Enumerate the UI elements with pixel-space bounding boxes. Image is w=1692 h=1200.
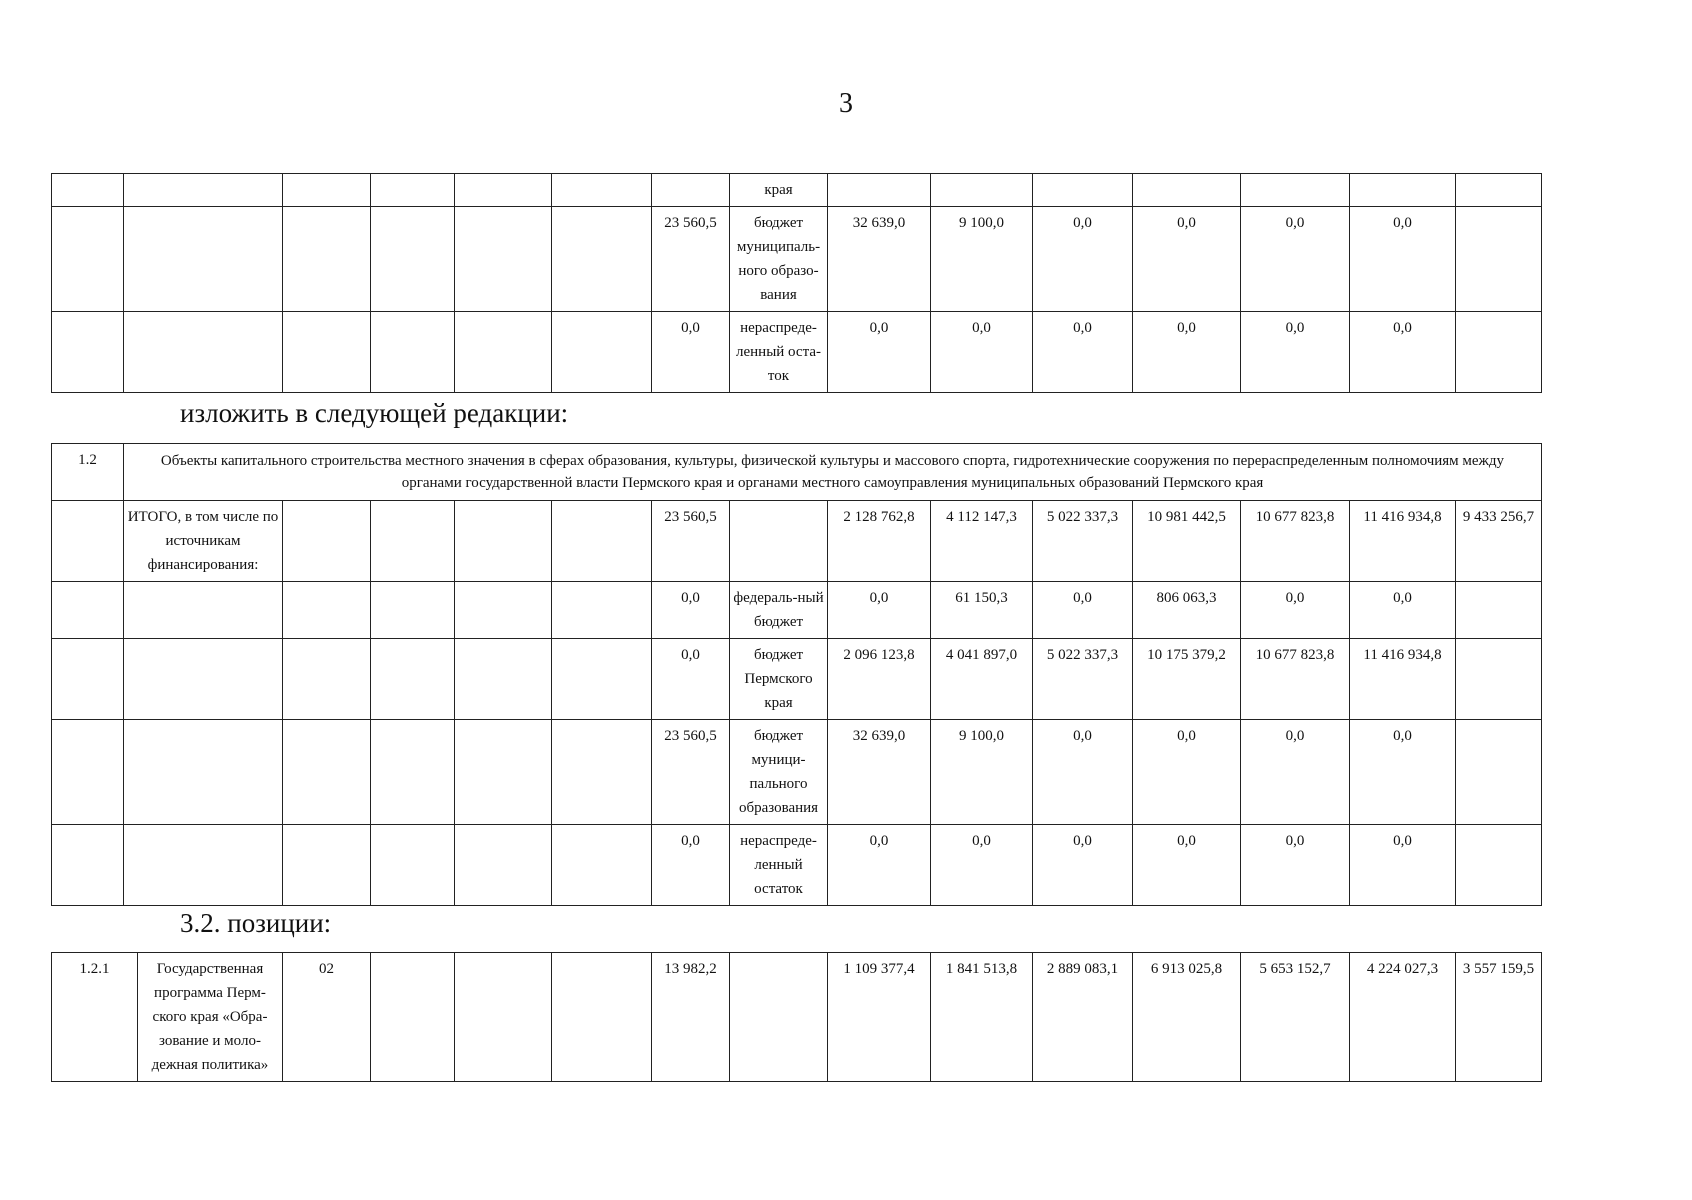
value-cell: 10 981 442,5 — [1133, 501, 1241, 582]
total-cell: 23 560,5 — [652, 207, 730, 312]
table-row — [52, 639, 1542, 720]
table-row — [52, 174, 1542, 207]
value-cell: 0,0 — [1133, 825, 1241, 906]
table-row — [52, 312, 1542, 393]
value-cell: 0,0 — [1033, 720, 1133, 825]
table-row — [52, 582, 1542, 639]
value-cell: 0,0 — [828, 312, 931, 393]
value-cell: 0,0 — [1133, 720, 1241, 825]
table-continuation — [51, 173, 1542, 393]
value-cell: 0,0 — [1133, 312, 1241, 393]
funding-source-cell: нераспреде-ленный остаток — [730, 825, 828, 906]
value-cell: 0,0 — [1350, 582, 1456, 639]
row-code: 1.2.1 — [52, 953, 138, 1082]
value-cell: 1 109 377,4 — [828, 953, 931, 1082]
value-cell: 0,0 — [1350, 825, 1456, 906]
table-row — [52, 953, 1542, 1082]
table-row — [52, 501, 1542, 582]
value-cell: 1 841 513,8 — [931, 953, 1033, 1082]
value-cell: 6 913 025,8 — [1133, 953, 1241, 1082]
section-title: Объекты капитального строительства местного значения в сферах образования, культуры, физической культуры и массового спорта, гидротехнические сооружения по перераспределенным полномочиям между органами государственной власти Пермского края и органами местного самоуправления муниципальных образований Пермского края — [124, 444, 1542, 501]
value-cell: 4 112 147,3 — [931, 501, 1033, 582]
value-cell: 32 639,0 — [828, 207, 931, 312]
value-cell: 0,0 — [1241, 825, 1350, 906]
value-cell: 2 889 083,1 — [1033, 953, 1133, 1082]
value-cell: 11 416 934,8 — [1350, 639, 1456, 720]
value-cell — [828, 174, 931, 207]
table-new-edition — [51, 443, 1542, 906]
table-row — [52, 720, 1542, 825]
value-cell: 4 041 897,0 — [931, 639, 1033, 720]
value-cell: 0,0 — [1033, 825, 1133, 906]
value-cell: 2 128 762,8 — [828, 501, 931, 582]
itogo-label: ИТОГО, в том числе по источникам финансирования: — [124, 501, 283, 582]
value-cell: 9 100,0 — [931, 720, 1033, 825]
value-cell: 0,0 — [1133, 207, 1241, 312]
total-cell — [652, 174, 730, 207]
value-cell: 10 677 823,8 — [1241, 639, 1350, 720]
value-cell: 5 022 337,3 — [1033, 501, 1133, 582]
value-cell: 0,0 — [1350, 207, 1456, 312]
value-cell: 0,0 — [1241, 720, 1350, 825]
value-cell: 2 096 123,8 — [828, 639, 931, 720]
value-cell: 9 100,0 — [931, 207, 1033, 312]
funding-source-cell: бюджет Пермского края — [730, 639, 828, 720]
row-code: 1.2 — [52, 444, 124, 501]
value-cell: 10 677 823,8 — [1241, 501, 1350, 582]
value-cell: 10 175 379,2 — [1133, 639, 1241, 720]
value-cell: 0,0 — [1033, 312, 1133, 393]
value-cell — [1133, 174, 1241, 207]
total-cell: 0,0 — [652, 639, 730, 720]
value-cell: 0,0 — [1033, 207, 1133, 312]
total-cell: 0,0 — [652, 582, 730, 639]
funding-source-cell — [730, 501, 828, 582]
table-row — [52, 825, 1542, 906]
value-cell: 0,0 — [1241, 207, 1350, 312]
value-cell: 0,0 — [828, 825, 931, 906]
value-cell: 0,0 — [1241, 582, 1350, 639]
value-cell — [931, 174, 1033, 207]
value-cell: 3 557 159,5 — [1456, 953, 1542, 1082]
value-cell: 0,0 — [1241, 312, 1350, 393]
total-cell: 23 560,5 — [652, 501, 730, 582]
value-cell: 4 224 027,3 — [1350, 953, 1456, 1082]
value-cell — [1033, 174, 1133, 207]
funding-source-cell: федераль-ный бюджет — [730, 582, 828, 639]
table-row — [52, 207, 1542, 312]
funding-source-cell — [730, 953, 828, 1082]
value-cell: 0,0 — [1033, 582, 1133, 639]
program-name: Государственная программа Перм-ского края «Обра-зование и моло-дежная политика» — [138, 953, 283, 1082]
section-heading: 3.2. позиции: — [180, 908, 332, 938]
value-cell: 806 063,3 — [1133, 582, 1241, 639]
value-cell: 32 639,0 — [828, 720, 931, 825]
value-cell: 0,0 — [828, 582, 931, 639]
value-cell: 5 022 337,3 — [1033, 639, 1133, 720]
total-cell: 0,0 — [652, 825, 730, 906]
funding-source-cell: бюджет муниципаль-ного образо-вания — [730, 207, 828, 312]
section-heading: изложить в следующей редакции: — [180, 398, 569, 428]
value-cell: 9 433 256,7 — [1456, 501, 1542, 582]
value-cell: 0,0 — [931, 825, 1033, 906]
value-cell — [1456, 720, 1542, 825]
value-cell: 5 653 152,7 — [1241, 953, 1350, 1082]
table-positions — [51, 952, 1542, 1082]
table-row — [52, 444, 1542, 501]
funding-source-cell: края — [730, 174, 828, 207]
value-cell: 11 416 934,8 — [1350, 501, 1456, 582]
value-cell — [1241, 174, 1350, 207]
total-cell: 23 560,5 — [652, 720, 730, 825]
value-cell — [1456, 825, 1542, 906]
value-cell: 0,0 — [1350, 720, 1456, 825]
program-code: 02 — [283, 953, 371, 1082]
total-cell: 13 982,2 — [652, 953, 730, 1082]
value-cell: 0,0 — [1350, 312, 1456, 393]
value-cell: 61 150,3 — [931, 582, 1033, 639]
value-cell: 0,0 — [931, 312, 1033, 393]
value-cell — [1456, 639, 1542, 720]
value-cell — [1456, 582, 1542, 639]
funding-source-cell: бюджет муници-пального образования — [730, 720, 828, 825]
value-cell — [1350, 174, 1456, 207]
funding-source-cell: нераспреде-ленный оста-ток — [730, 312, 828, 393]
page-number: 3 — [839, 88, 853, 119]
total-cell: 0,0 — [652, 312, 730, 393]
